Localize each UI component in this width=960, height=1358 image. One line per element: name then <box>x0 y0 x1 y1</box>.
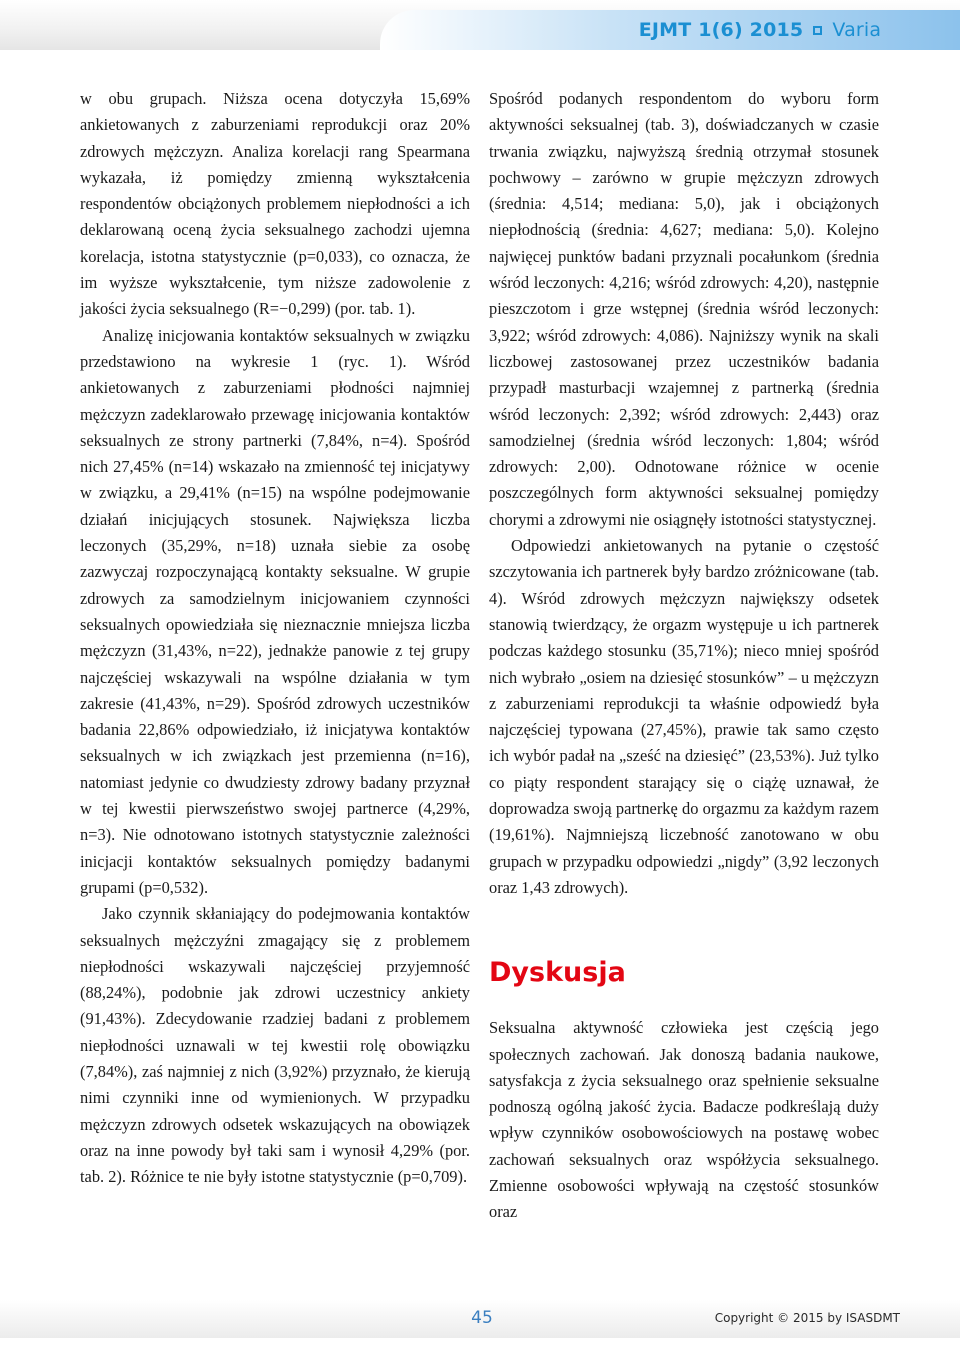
journal-section: Varia <box>832 19 882 41</box>
copyright-notice: Copyright © 2015 by ISASDMT <box>714 1311 900 1325</box>
journal-name: EJMT 1(6) 2015 <box>638 19 804 41</box>
paragraph: Jako czynnik skłaniający do podejmowania kontaktów seksualnych mężczyźni zmagający się z problemem niepłodności wskazywali najczęściej przyjemność (88,24%), podobnie jak zdrowi uczestnicy ankiety (91,43%). Zdecydowanie rzadziej badani z problemem niepłodności uznawali w tej kwestii rolę obowiązku (7,84%), zaś najmniej z nich (3,92%) przyznało, że kierują nimi czynniki inne od wymienionych. W przypadku mężczyzn zdrowych odsetek wskazujących na obowiązek oraz na inne powody był taki sam i wynosił 4,29% (por. tab. 2). Różnice te nie były istotne statystycznie (p=0,709). <box>80 904 470 1187</box>
journal-title <box>570 10 960 50</box>
journal-header <box>380 10 960 50</box>
paragraph: Spośród podanych respondentom do wyboru form aktywności seksualnej (tab. 3), doświadczanych w czasie trwania związku, najwyższą średnią otrzymał stosunek pochwowy – zarówno w grupie mężczyzn zdrowych (średnia: 4,514; mediana: 5,0), jak i obciążonych niepłodnością (średnia: 4,627; mediana: 5,0). Kolejno najwięcej punktów badani przyznali pocałunkom (średnia wśród leczonych: 4,216; wśród zdrowych: 4,20), następnie pieszczotom i grze wstępnej (średnia wśród leczonych: 3,922; wśród zdrowych: 4,086). Najniższy wynik na skali liczbowej zastosowanej przez uczestników badania przypadł masturbacji wzajemnej z partnerką (średnia wśród leczonych: 2,392; wśród zdrowych: 2,443) oraz samodzielnej (średnia wśród leczonych: 1,804; wśród zdrowych: 2,00). Odnotowane różnice w ocenie poszczególnych form aktywności seksualnej pomiędzy chorymi a zdrowymi nie osiągnęły istotności statystycznej. <box>489 89 879 529</box>
paragraph: Odpowiedzi ankietowanych na pytanie o częstość szczytowania ich partnerek były bardzo zróżnicowane (tab. 4). Wśród zdrowych mężczyzn największy odsetek stanowią twierdzący, że orgazm występuje u ich partnerek podczas każdego stosunku (35,71%); nieco mniej spośród nich wybrało „osiem na dziesięć stosunków” – u mężczyzn z zaburzeniami reprodukcji ta właśnie odpowiedź była najczęściej typowana (27,45%), prawie tak samo często ich wybór padał na „sześć na dziesięć” (23,53%). Już tylko co piąty respondent starający się o ciążę uznawał, że doprowadza swoją partnerkę do orgazmu za każdym razem (19,61%). Najmniejszą liczebność zanotowano w obu grupach w przypadku odpowiedzi „nigdy” (3,92 leczonych oraz 1,43 zdrowych). <box>489 536 879 897</box>
paragraph: Analizę inicjowania kontaktów seksualnych w związku przedstawiono na wykresie 1 (ryc. 1). Wśród ankietowanych z zaburzeniami płodności najmniej mężczyzn zadeklarowało przewagę inicjowania kontaktów seksualnych ze strony partnerki (7,84%, n=4). Spośród nich 27,45% (n=14) wskazało na zmienność tej inicjatywy w związku, a 29,41% (n=15) na wspólne podejmowanie działań inicjujących stosunek. Największa liczba leczonych (35,29%, n=18) uznała siebie za osobę zazwyczaj rozpoczynającą kontakty seksualne. W grupie zdrowych za samodzielnym inicjowaniem czynności seksualnych opowiedziała się nieznacznie mniejsza liczba mężczyzn (31,43%, n=22), jednakże panowie z tej grupy najczęściej wskazywali na wspólne działania w tym zakresie (41,43%, n=29). Spośród zdrowych uczestników badania 22,86% odpowiedziało, iż inicjatywa kontaktów seksualnych w ich związkach jest przemienna (n=16), natomiast jedynie co dwudziesty zdrowy badany przyznał w tej kwestii pierwszeństwo swojej partnerce (4,29%, n=3). Nie odnotowano istotnych statystycznie zależności inicjacji kontaktów seksualnych pomiędzy badanymi grupami (p=0,532). <box>80 325 470 897</box>
discussion-section <box>489 1015 879 1225</box>
heading-wrapper <box>489 957 879 989</box>
right-column <box>489 86 879 1226</box>
paragraph: Seksualna aktywność człowieka jest częścią jego społecznych zachowań. Jak donoszą badania naukowe, satysfakcja z życia seksualnego oraz spełnienie seksualne podnoszą ogólną jakość życia. Badacze podkreślają duży wpływ czynników osobowościowych na postawę wobec zachowań seksualnych oraz współżycia seksualnego. Zmienne osobowości wpływają na częstość stosunków oraz <box>489 1018 879 1222</box>
square-separator-icon <box>813 26 822 35</box>
section-heading: Dyskusja <box>489 957 626 989</box>
page-number: 45 <box>471 1308 493 1328</box>
paragraph: w obu grupach. Niższa ocena dotyczyła 15,69% ankietowanych z zaburzeniami reprodukcji oraz 20% zdrowych mężczyzn. Analiza korelacji rang Spearmana wykazała, iż pomiędzy zmienną wykształcenia respondentów obciążonych problemem niepłodności a ich deklarowaną oceną życia seksualnego zachodzi ujemna korelacja, istotna statystycznie (p=0,033), co oznacza, że im wyższe wykształcenie, tym niższe zadowolenie z jakości życia seksualnego (R=−0,299) (por. tab. 1). <box>80 89 470 319</box>
left-column <box>80 86 470 1190</box>
